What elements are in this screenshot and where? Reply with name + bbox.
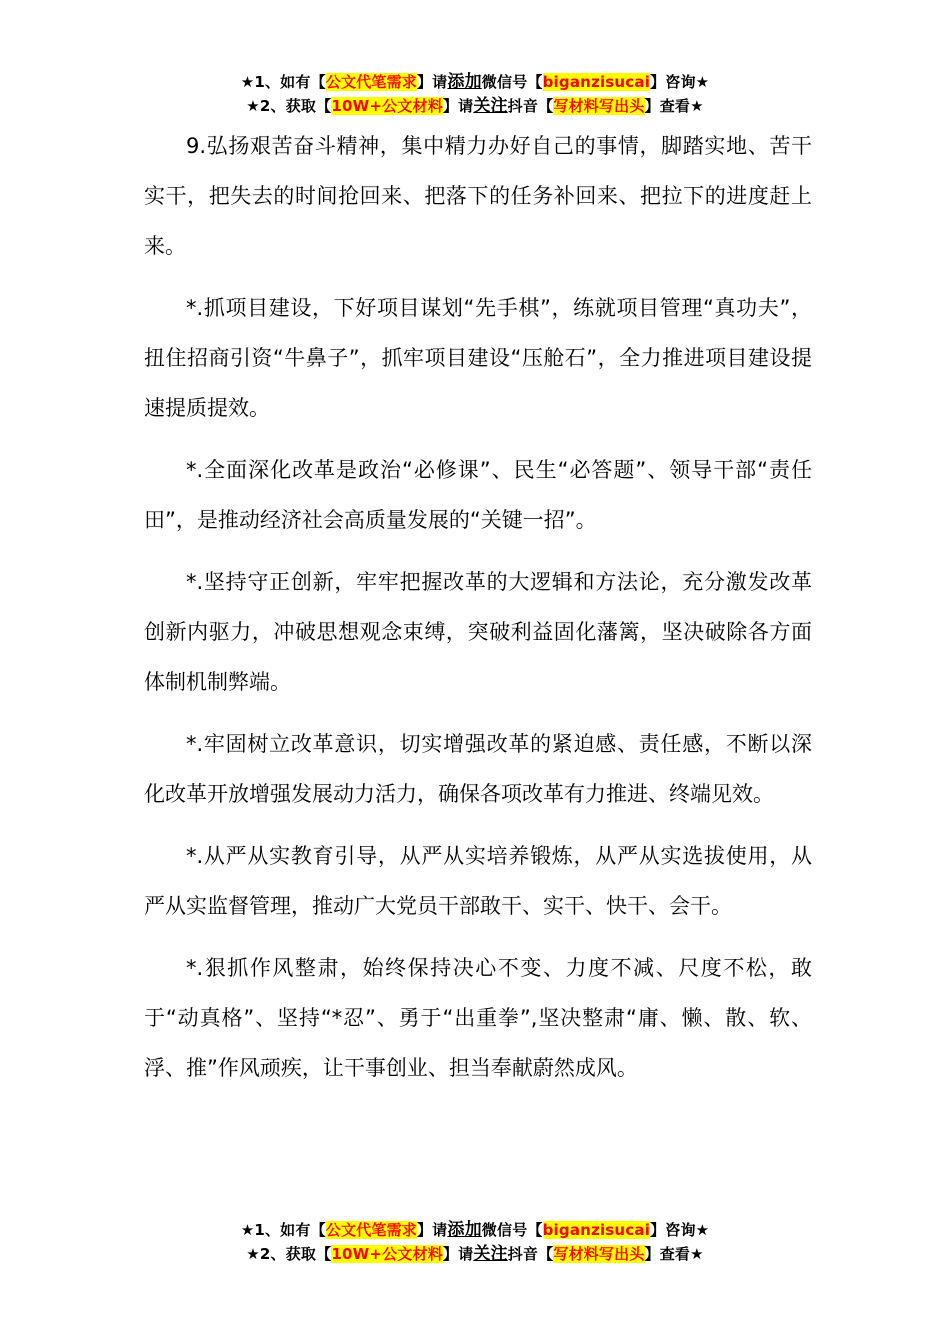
- highlight-service: 公文代笔需求: [325, 1221, 417, 1239]
- banner-text: 抖音【: [507, 97, 554, 115]
- highlight-materials: 10W+公文材料: [331, 1245, 443, 1263]
- emphasis-add: 添加: [447, 1220, 482, 1240]
- paragraph: *.抓项目建设，下好项目谋划“先手棋”，练就项目管理“真功夫”，扭住招商引资“牛鼻子”，抓牢项目建设“压舱石”，全力推进项目建设提速提质提效。: [144, 296, 812, 420]
- document-body: [144, 121, 812, 1105]
- banner-text: ★1、如有【: [240, 73, 326, 91]
- paragraph: *.狠抓作风整肃，始终保持决心不变、力度不减、尺度不松，敢于“动真格”、坚持“*忍”、勇于“出重拳”,坚决整肃“庸、懒、散、软、浮、推”作风顽疾，让干事创业、担当奉献蔚然成风。: [144, 956, 812, 1080]
- banner-text: 】咨询★: [650, 1221, 710, 1239]
- paragraph: *.全面深化改革是政治“必修课”、民生“必答题”、领导干部“责任田”，是推动经济社会高质量发展的“关键一招”。: [144, 458, 812, 532]
- banner-text: ★1、如有【: [240, 1221, 326, 1239]
- banner-line-2: [0, 1242, 950, 1266]
- emphasis-follow: 关注: [473, 96, 508, 116]
- banner-text: 微信号【: [481, 1221, 543, 1239]
- highlight-materials: 10W+公文材料: [331, 97, 443, 115]
- emphasis-add: 添加: [447, 72, 482, 92]
- highlight-douyin: 写材料写出头: [553, 1245, 645, 1263]
- emphasis-follow: 关注: [473, 1244, 508, 1264]
- paragraph: *.坚持守正创新，牢牢把握改革的大逻辑和方法论，充分激发改革创新内驱力，冲破思想观念束缚，突破利益固化藩篱，坚决破除各方面体制机制弊端。: [144, 570, 812, 694]
- banner-line-1: [0, 1218, 950, 1242]
- highlight-wechat-id: biganzisucai: [542, 73, 651, 91]
- banner-text: 】查看★: [644, 1245, 704, 1263]
- banner-line-2: [0, 94, 950, 118]
- banner-text: 】咨询★: [650, 73, 710, 91]
- paragraph: *.从严从实教育引导，从严从实培养锻炼，从严从实选拔使用，从严从实监督管理，推动广大党员干部敢干、实干、快干、会干。: [144, 844, 812, 918]
- banner-text: ★2、获取【: [246, 1245, 332, 1263]
- highlight-service: 公文代笔需求: [325, 73, 417, 91]
- banner-text: 】请: [416, 73, 448, 91]
- banner-line-1: [0, 70, 950, 94]
- banner-text: 抖音【: [507, 1245, 554, 1263]
- footer-banner: [0, 1218, 950, 1266]
- header-banner: [0, 70, 950, 118]
- banner-text: 微信号【: [481, 73, 543, 91]
- paragraph: 9.弘扬艰苦奋斗精神，集中精力办好自己的事情，脚踏实地、苦干实干，把失去的时间抢回来、把落下的任务补回来、把拉下的进度赶上来。: [144, 134, 812, 258]
- paragraph: *.牢固树立改革意识，切实增强改革的紧迫感、责任感，不断以深化改革开放增强发展动力活力，确保各项改革有力推进、终端见效。: [144, 732, 812, 806]
- banner-text: ★2、获取【: [246, 97, 332, 115]
- banner-text: 】请: [416, 1221, 448, 1239]
- banner-text: 】请: [442, 1245, 474, 1263]
- highlight-douyin: 写材料写出头: [553, 97, 645, 115]
- banner-text: 】请: [442, 97, 474, 115]
- banner-text: 】查看★: [644, 97, 704, 115]
- highlight-wechat-id: biganzisucai: [542, 1221, 651, 1239]
